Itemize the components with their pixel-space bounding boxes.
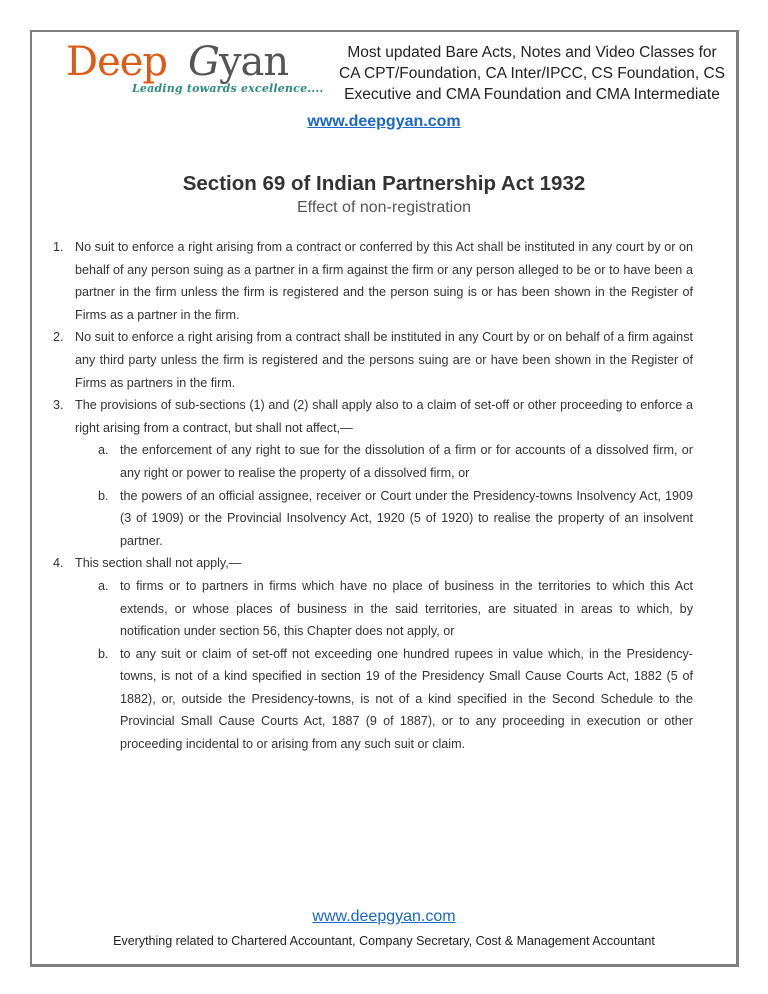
clause-text: This section shall not apply,— bbox=[75, 556, 242, 571]
sub-clause-letter: a. bbox=[98, 443, 109, 458]
clause-text: No suit to enforce a right arising from a contract shall be instituted in any Court by or on behalf of a firm against any third party unless the firm is registered and the persons suing are or have been shown in the Register of Firms as partners in the firm. bbox=[75, 330, 693, 390]
sub-clause-item bbox=[98, 643, 693, 756]
sub-clause-text: to any suit or claim of set-off not exceeding one hundred rupees in value which, in the Presidency-towns, is not of a kind specified in section 19 of the Presidency Small Cause Courts Act, 1882 (5 of 1882), or, outside the Presidency-towns, is not of a kind specified in the Second Schedule to the Provincial Small Cause Courts Act, 1887 (9 of 1887), or to any proceeding in execution or other proceeding incidental to or arising from any such suit or claim. bbox=[120, 646, 693, 752]
clause-text: No suit to enforce a right arising from a contract or conferred by this Act shall be instituted in any court by or on behalf of any person suing as a partner in a firm against the firm or any person alleged to be or to have been a partner in the firm unless the firm is registered and the person suing is or has been shown in the Register of Firms as a partner in the firm. bbox=[75, 240, 693, 322]
document-title: Section 69 of Indian Partnership Act 1932 bbox=[182, 172, 586, 195]
header-promo-text bbox=[322, 42, 742, 105]
clause-item bbox=[53, 552, 693, 575]
clause-item bbox=[53, 394, 693, 439]
footer-tagline: Everything related to Chartered Accountant, Company Secretary, Cost & Management Accountant bbox=[113, 934, 655, 948]
sub-clause-item bbox=[98, 439, 693, 484]
logo-word-deep: Deep bbox=[66, 39, 168, 85]
sub-clause-letter: b. bbox=[98, 488, 109, 503]
promo-line: CA CPT/Foundation, CA Inter/IPCC, CS Foundation, CS bbox=[339, 65, 725, 82]
sub-clause-item bbox=[98, 575, 693, 643]
sub-clause-text: to firms or to partners in firms which have no place of business in the territories to which this Act extends, or whose places of business in the said territories, are situated in areas to which, by notification under section 56, this Chapter does not apply, or bbox=[120, 578, 693, 639]
section-clauses-list bbox=[53, 236, 693, 756]
clause-item bbox=[53, 326, 693, 394]
clause-text: The provisions of sub-sections (1) and (2) shall apply also to a claim of set-off or other proceeding to enforce a right arising from a contract, but shall not affect,— bbox=[75, 398, 693, 435]
sub-clause-item bbox=[98, 485, 693, 553]
promo-line: Executive and CMA Foundation and CMA Intermediate bbox=[344, 86, 720, 103]
sub-clause-container bbox=[53, 439, 693, 552]
promo-line: Most updated Bare Acts, Notes and Video Classes for bbox=[347, 44, 717, 61]
sub-clause-container bbox=[53, 575, 693, 756]
logo-word-gyan bbox=[188, 40, 288, 84]
sub-clause-text: the powers of an official assignee, receiver or Court under the Presidency-towns Insolvency Act, 1909 (3 of 1909) or the Provincial Insolvency Act, 1920 (5 of 1920) to realise the property of an insolvent partner. bbox=[120, 488, 693, 548]
logo-gyan-initial: G bbox=[188, 39, 219, 85]
clause-item bbox=[53, 236, 693, 326]
sub-clause-letter: a. bbox=[98, 578, 109, 593]
logo-tagline: Leading towards excellence.... bbox=[132, 82, 324, 95]
logo-gyan-rest: yan bbox=[218, 39, 289, 85]
sub-clause-text: the enforcement of any right to sue for the dissolution of a firm or for accounts of a dissolved firm, or any right or power to realise the property of a dissolved firm, or bbox=[120, 443, 693, 480]
clause-number: 3. bbox=[53, 398, 64, 413]
sub-clause-letter: b. bbox=[98, 646, 109, 661]
deepgyan-logo bbox=[66, 39, 324, 102]
document-subtitle: Effect of non-registration bbox=[296, 199, 472, 216]
sub-clause-list bbox=[53, 575, 693, 756]
footer-website-link[interactable]: www.deepgyan.com bbox=[312, 908, 456, 925]
clause-number: 2. bbox=[53, 330, 64, 345]
header-website-link[interactable]: www.deepgyan.com bbox=[307, 113, 461, 130]
clause-number: 4. bbox=[53, 556, 64, 571]
clause-number: 1. bbox=[53, 240, 64, 254]
sub-clause-list bbox=[53, 439, 693, 552]
